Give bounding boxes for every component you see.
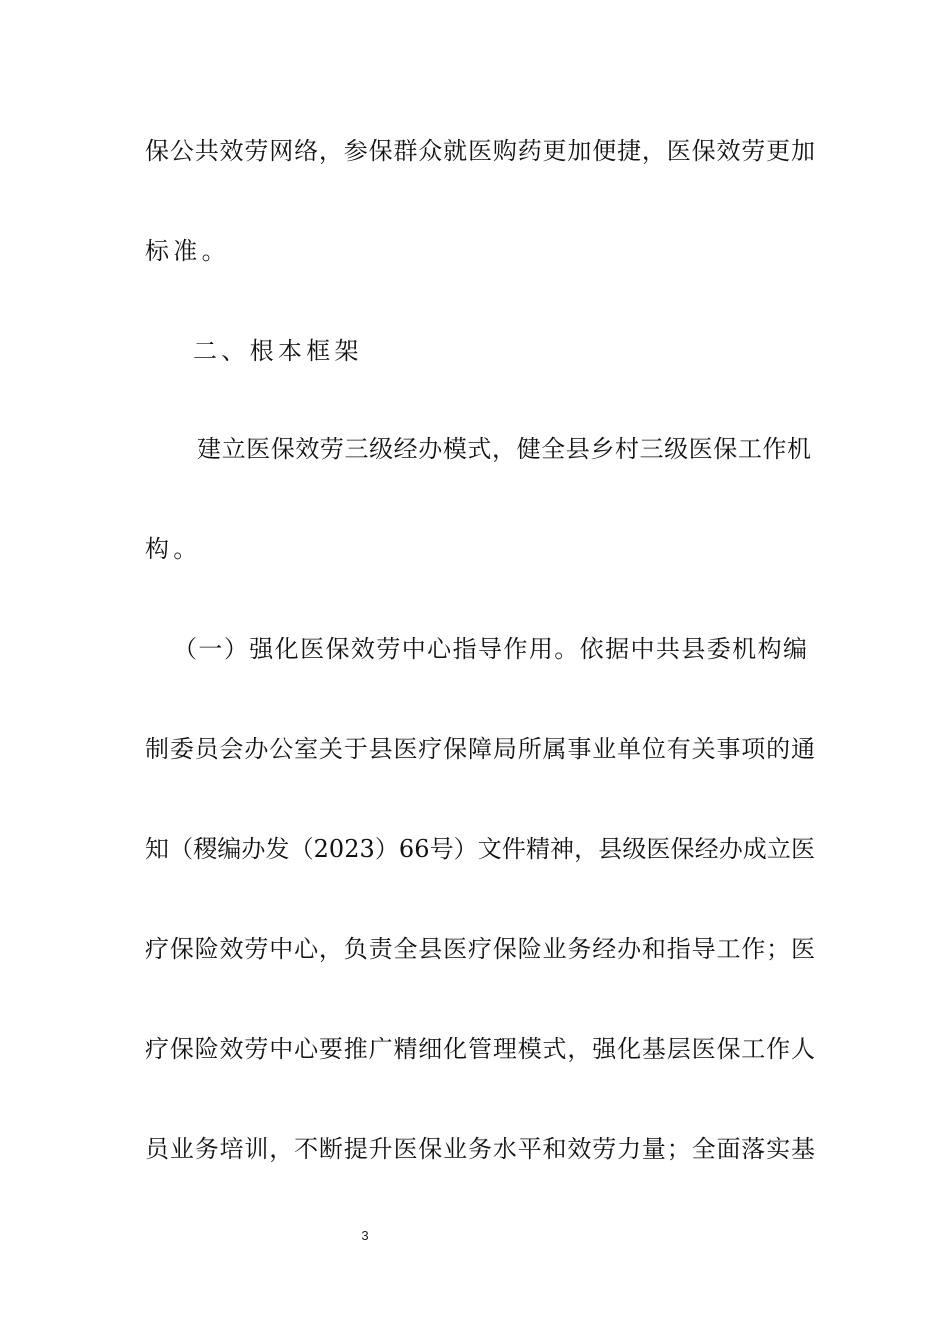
paragraph-line: 知（稷编办发（2023）66号）文件精神，县级医保经办成立医 [145, 835, 815, 863]
page-number: 3 [361, 1228, 369, 1243]
paragraph-line: 员业务培训，不断提升医保业务水平和效劳力量；全面落实基 [145, 1135, 815, 1163]
paragraph-line: 保公共效劳网络，参保群众就医购药更加便捷，医保效劳更加 [145, 137, 815, 165]
paragraph-line: 建立医保效劳三级经办模式，健全县乡村三级医保工作机 [197, 435, 811, 463]
paragraph-line: 疗保险效劳中心，负责全县医疗保险业务经办和指导工作；医 [145, 935, 815, 963]
paragraph-line: 疗保险效劳中心要推广精细化管理模式，强化基层医保工作人 [145, 1035, 815, 1063]
section-heading: 二、根本框架 [193, 337, 363, 365]
paragraph-line: 构。 [145, 535, 202, 563]
paragraph-line: 标准。 [145, 237, 230, 265]
paragraph-line: 制委员会办公室关于县医疗保障局所属事业单位有关事项的通 [145, 735, 815, 763]
subsection-heading-line: （一）强化医保效劳中心指导作用。依据中共县委机构编 [173, 635, 807, 663]
